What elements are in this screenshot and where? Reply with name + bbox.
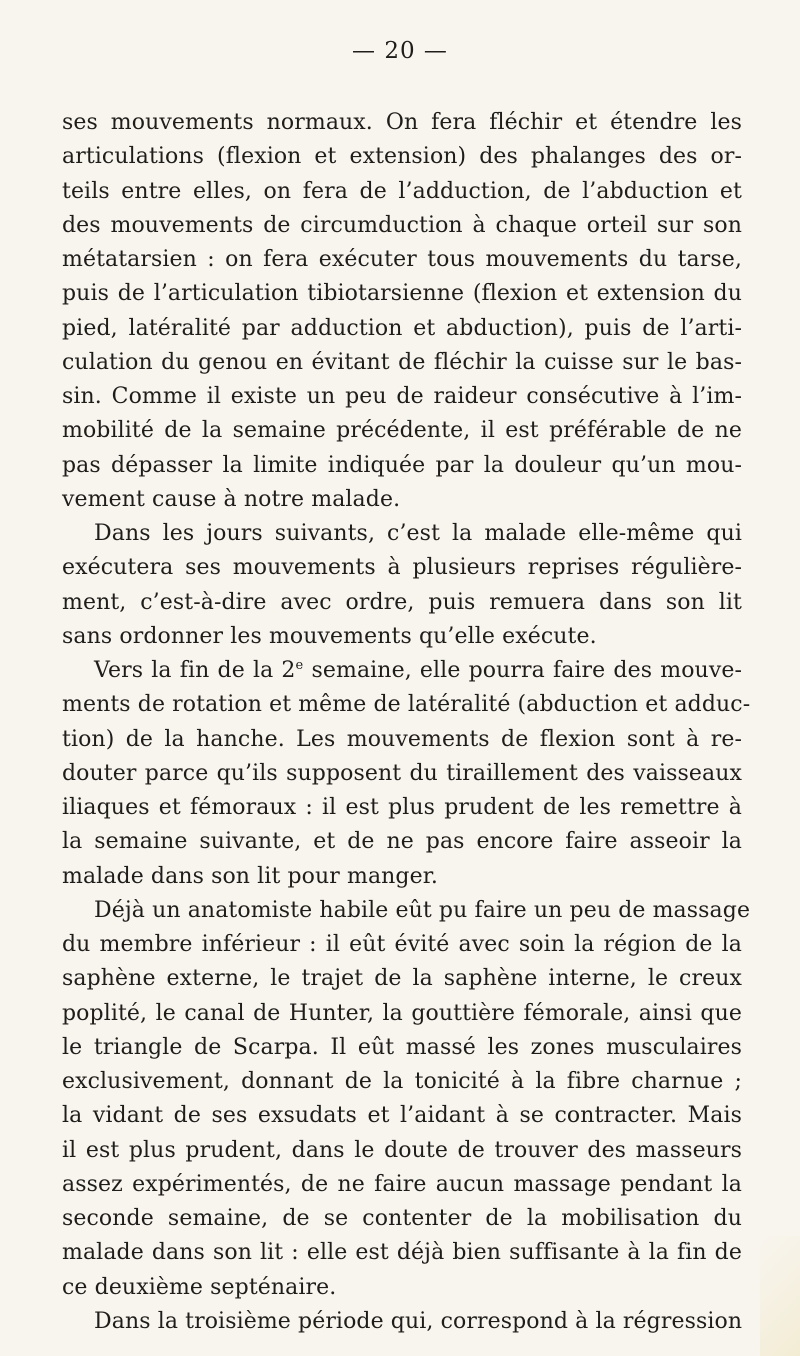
text-line: Déjà un anatomiste habile eût pu faire un peu de massage — [94, 897, 751, 923]
text-line: exécutera ses mouvements à plusieurs reprises régulière- — [62, 555, 742, 581]
superscript: e — [295, 658, 304, 673]
text-line: iliaques et fémoraux : il est plus prudent de les remettre à — [62, 795, 742, 820]
text-line: pied, latéralité par adduction et abduction), puis de l’arti- — [62, 315, 742, 341]
text-line: seconde semaine, de se contenter de la mobilisation du — [62, 1206, 742, 1231]
text-line: pas dépasser la limite indiquée par la douleur qu’un mou- — [62, 452, 742, 478]
text-line: articulations (flexion et extension) des phalanges des or- — [62, 144, 742, 170]
text-line: assez expérimentés, de ne faire aucun massage pendant la — [62, 1171, 742, 1197]
text-line: sin. Comme il existe un peu de raideur consécutive à l’im- — [62, 384, 742, 409]
text-line-with-superscript — [62, 654, 742, 688]
text-line: la semaine suivante, et de ne pas encore faire asseoir la — [62, 829, 742, 855]
text-line: ses mouvements normaux. On fera fléchir et étendre les — [62, 110, 742, 135]
text-line: métatarsien : on fera exécuter tous mouvements du tarse, — [62, 247, 742, 272]
text-line: du membre inférieur : il eût évité avec soin la région de la — [62, 932, 742, 957]
text-line: puis de l’articulation tibiotarsienne (flexion et extension du — [62, 281, 742, 307]
text-line: tion) de la hanche. Les mouvements de flexion sont à re- — [62, 726, 742, 752]
text-line: le triangle de Scarpa. Il eût massé les zones musculaires — [62, 1034, 742, 1060]
text-segment: Vers la fin de la 2 — [94, 658, 296, 683]
text-line: vement cause à notre malade. — [62, 486, 401, 512]
text-line: il est plus prudent, dans le doute de trouver des masseurs — [62, 1137, 742, 1163]
text-line: ce deuxième septénaire. — [62, 1274, 337, 1300]
page-number: — 20 — — [352, 38, 448, 64]
text-line: la vidant de ses exsudats et l’aidant à se contracter. Mais — [62, 1103, 742, 1129]
text-line: sans ordonner les mouvements qu’elle exécute. — [62, 623, 597, 649]
text-line: mobilité de la semaine précédente, il est préférable de ne — [62, 418, 742, 444]
text-line: malade dans son lit : elle est déjà bien suffisante à la fin de — [62, 1240, 742, 1266]
text-line: des mouvements de circumduction à chaque orteil sur son — [62, 212, 742, 238]
text-line: malade dans son lit pour manger. — [62, 863, 439, 889]
text-line: Dans les jours suivants, c’est la malade elle-même qui — [94, 521, 742, 546]
text-line: teils entre elles, on fera de l’adduction, de l’abduction et — [62, 178, 742, 204]
text-line: culation du genou en évitant de fléchir la cuisse sur le bas- — [62, 349, 742, 375]
text-line: douter parce qu’ils supposent du tiraillement des vaisseaux — [62, 760, 742, 786]
text-line: Dans la troisième période qui, correspond à la régression — [94, 1308, 743, 1334]
text-line: exclusivement, donnant de la tonicité à la fibre charnue ; — [62, 1069, 742, 1094]
text-line: saphène externe, le trajet de la saphène interne, le creux — [62, 966, 742, 992]
text-line: poplité, le canal de Hunter, la gouttière fémorale, ainsi que — [62, 1000, 742, 1026]
text-segment: semaine, elle pourra faire des mouve- — [303, 658, 743, 683]
body-text — [62, 106, 751, 1339]
text-line: ment, c’est-à-dire avec ordre, puis remuera dans son lit — [62, 589, 742, 615]
text-line: ments de rotation et même de latéralité (abduction et adduc- — [62, 692, 751, 718]
